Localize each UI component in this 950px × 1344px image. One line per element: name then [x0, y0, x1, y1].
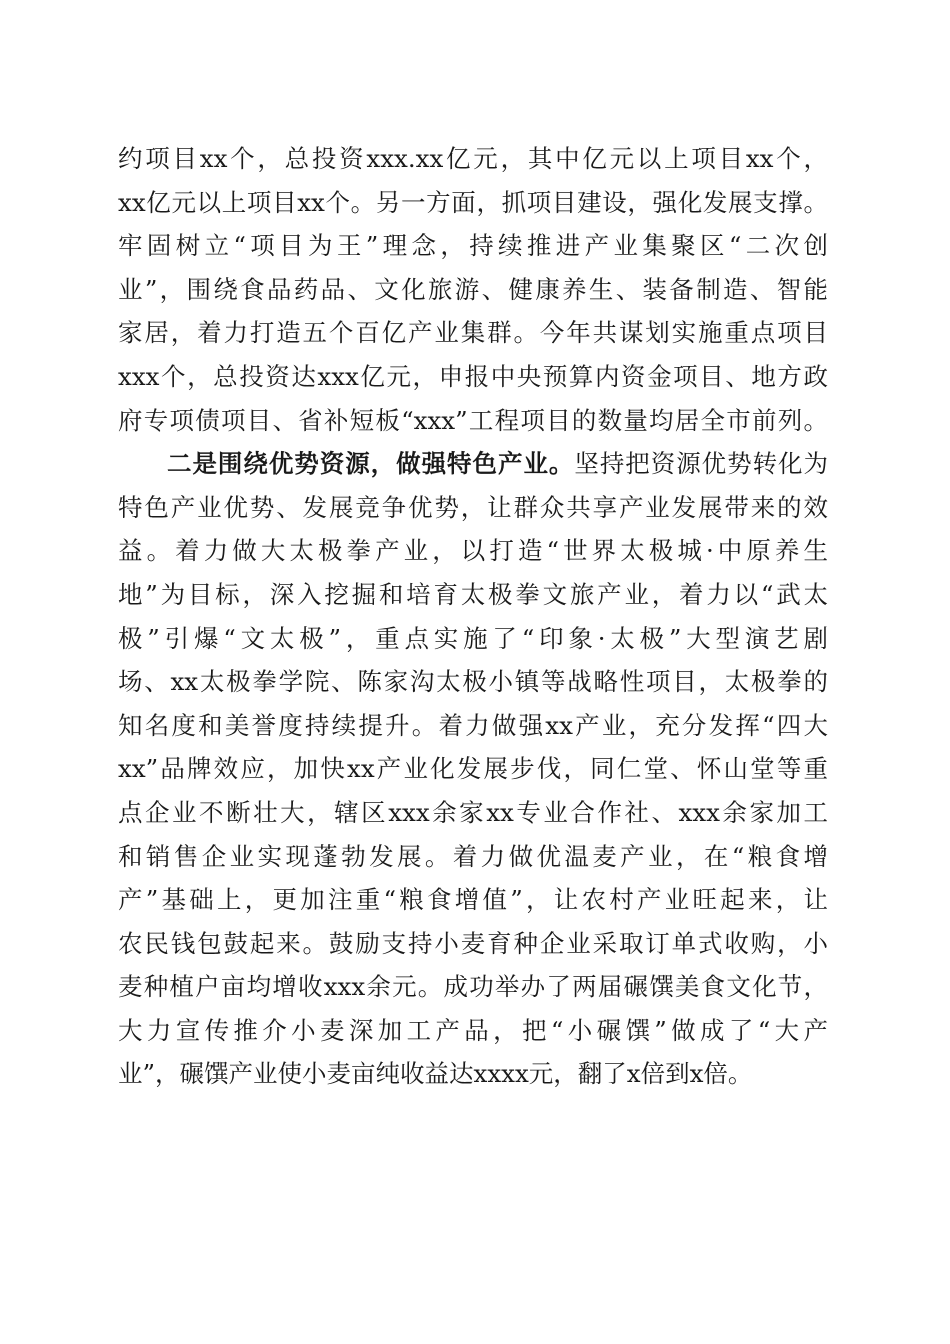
document-body — [118, 137, 828, 1096]
text-line: 农民钱包鼓起来。鼓励支持小麦育种企业采取订单式收购，小 — [118, 928, 828, 958]
text-line: 麦种植户亩均增收xxx余元。成功举办了两届碾馔美食文化节， — [118, 972, 828, 1002]
text-line: 业”，碾馔产业使小麦亩纯收益达xxxx元，翻了x倍到x倍。 — [118, 1059, 753, 1089]
text-line: 牢固树立“项目为王”理念，持续推进产业集聚区“二次创 — [118, 231, 828, 261]
text-line: 产”基础上，更加注重“粮食增值”，让农村产业旺起来，让 — [118, 885, 828, 915]
paragraph-first-line — [118, 442, 828, 486]
paragraph-project-investment — [118, 137, 828, 442]
paragraph-heading: 二是围绕优势资源，做强特色产业。 — [167, 449, 575, 479]
text-line: 益。着力做大太极拳产业，以打造“世界太极城·中原养生 — [118, 536, 828, 566]
text-line: 家居，着力打造五个百亿产业集群。今年共谋划实施重点项目 — [118, 318, 828, 348]
paragraph-first-line-text: 坚持把资源优势转化为 — [574, 449, 828, 479]
text-line: 和销售企业实现蓬勃发展。着力做优温麦产业，在“粮食增 — [118, 841, 828, 871]
text-line: 特色产业优势、发展竞争优势，让群众共享产业发展带来的效 — [118, 492, 828, 522]
text-line: xx亿元以上项目xx个。另一方面，抓项目建设，强化发展支撑。 — [118, 187, 828, 217]
text-line: 极”引爆“文太极”，重点实施了“印象·太极”大型演艺剧 — [118, 623, 828, 653]
text-line: 大力宣传推介小麦深加工产品，把“小碾馔”做成了“大产 — [118, 1015, 828, 1045]
text-line: 地”为目标，深入挖掘和培育太极拳文旅产业，着力以“武太 — [118, 579, 828, 609]
text-line: 约项目xx个，总投资xxx.xx亿元，其中亿元以上项目xx个， — [118, 144, 828, 173]
text-line: 场、xx太极拳学院、陈家沟太极小镇等战略性项目，太极拳的 — [118, 667, 828, 697]
text-line: xx”品牌效应，加快xx产业化发展步伐，同仁堂、怀山堂等重 — [118, 754, 828, 784]
paragraph-characteristic-industry — [118, 442, 828, 1096]
text-line: xxx个，总投资达xxx亿元，申报中央预算内资金项目、地方政 — [118, 361, 828, 391]
text-line: 知名度和美誉度持续提升。着力做强xx产业，充分发挥“四大 — [118, 710, 828, 740]
text-line: 点企业不断壮大，辖区xxx余家xx专业合作社、xxx余家加工 — [118, 797, 828, 827]
text-line: 业”，围绕食品药品、文化旅游、健康养生、装备制造、智能 — [118, 274, 828, 304]
text-line: 府专项债项目、省补短板“xxx”工程项目的数量均居全市前列。 — [118, 405, 828, 435]
